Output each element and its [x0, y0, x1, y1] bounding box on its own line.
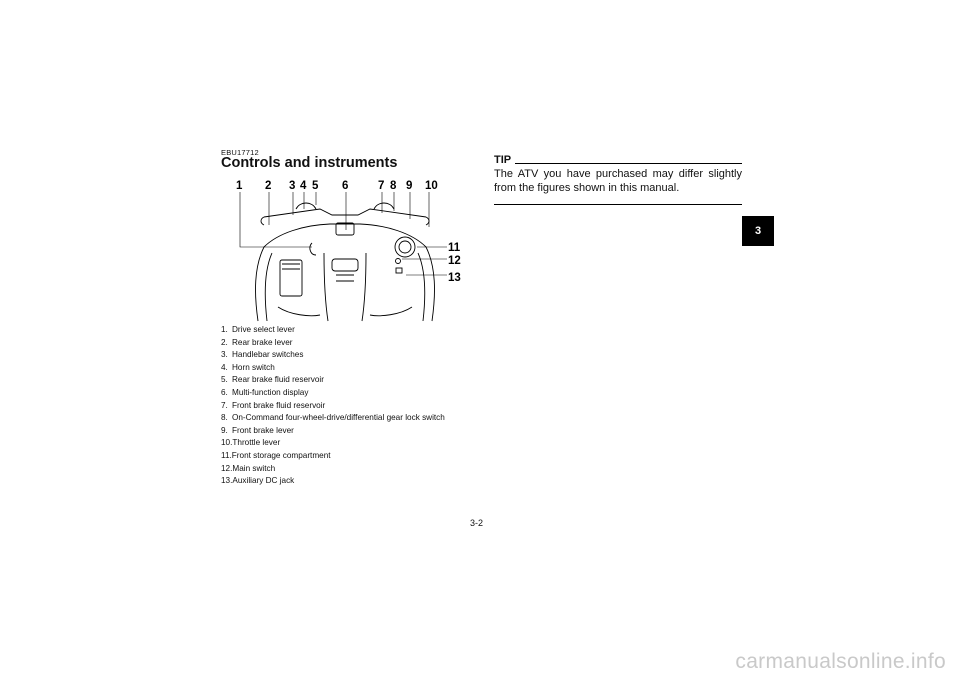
tip-heading: TIP — [494, 154, 512, 166]
legend-text: Drive select lever — [232, 325, 295, 334]
watermark: carmanualsonline.info — [735, 650, 946, 673]
callout-7: 7 — [378, 180, 385, 192]
legend-number: 6. — [221, 387, 228, 397]
legend-text: Rear brake lever — [232, 337, 293, 347]
legend-text: Auxiliary DC jack — [232, 476, 295, 486]
section-code: EBU17712 — [221, 148, 259, 157]
legend-item — [221, 463, 471, 476]
legend-text: Horn switch — [232, 362, 275, 372]
callout-5: 5 — [312, 180, 319, 192]
callout-2: 2 — [265, 180, 272, 192]
tip-header — [494, 154, 742, 166]
callout-6: 6 — [342, 180, 349, 192]
legend-text: Front brake fluid reservoir — [232, 400, 326, 410]
legend-number: 2. — [221, 337, 228, 347]
legend-text: Multi-function display — [232, 387, 309, 397]
callout-9: 9 — [406, 180, 413, 192]
atv-controls-illustration — [220, 175, 470, 323]
callout-10: 10 — [425, 180, 438, 192]
legend-number: 4. — [221, 362, 228, 372]
legend-item — [221, 400, 471, 413]
legend-item — [221, 362, 471, 375]
page-title: Controls and instruments — [221, 155, 398, 171]
tip-header-rule — [515, 163, 742, 164]
legend-item — [221, 324, 471, 337]
legend-item — [221, 475, 471, 488]
legend-text: Handlebar switches — [232, 350, 304, 360]
legend-item — [221, 337, 471, 350]
legend-number: 3. — [221, 350, 228, 360]
legend-text: Rear brake fluid reservoir — [232, 375, 324, 385]
legend-item — [221, 437, 471, 450]
legend-number: 8. — [221, 413, 228, 423]
legend-number: 12. — [221, 463, 233, 473]
chapter-tab: 3 — [742, 216, 774, 246]
callout-3: 3 — [289, 180, 296, 192]
legend-item — [221, 450, 471, 463]
callout-8: 8 — [390, 180, 397, 192]
callout-11: 11 — [448, 242, 461, 254]
legend-number: 9. — [221, 425, 228, 435]
legend-item — [221, 374, 471, 387]
legend-text: Throttle lever — [232, 438, 281, 448]
legend-number: 11. — [221, 450, 232, 460]
tip-body: The ATV you have purchased may differ slightly from the figures shown in this manual. — [494, 168, 742, 194]
legend-text: Main switch — [232, 463, 276, 473]
legend-item — [221, 387, 471, 400]
legend-number: 5. — [221, 375, 228, 385]
legend-item — [221, 412, 471, 425]
tip-bottom-rule — [494, 204, 742, 205]
callout-12: 12 — [448, 255, 461, 267]
page-number: 3-2 — [470, 518, 484, 528]
callout-4: 4 — [300, 180, 307, 192]
callout-1: 1 — [236, 180, 243, 192]
tip-box — [494, 154, 742, 205]
legend-text: On-Command four-wheel-drive/differential gear lock switch — [232, 413, 445, 423]
legend-item — [221, 349, 471, 362]
callout-13: 13 — [448, 272, 461, 284]
legend-text: Front brake lever — [232, 425, 294, 435]
legend-number: 13. — [221, 476, 233, 486]
legend-item — [221, 425, 471, 438]
legend-list — [221, 324, 471, 488]
legend-text: Front storage compartment — [231, 450, 331, 460]
legend-number: 7. — [221, 400, 228, 410]
legend-number: 10. — [221, 438, 233, 448]
legend-number: 1. — [221, 325, 228, 334]
